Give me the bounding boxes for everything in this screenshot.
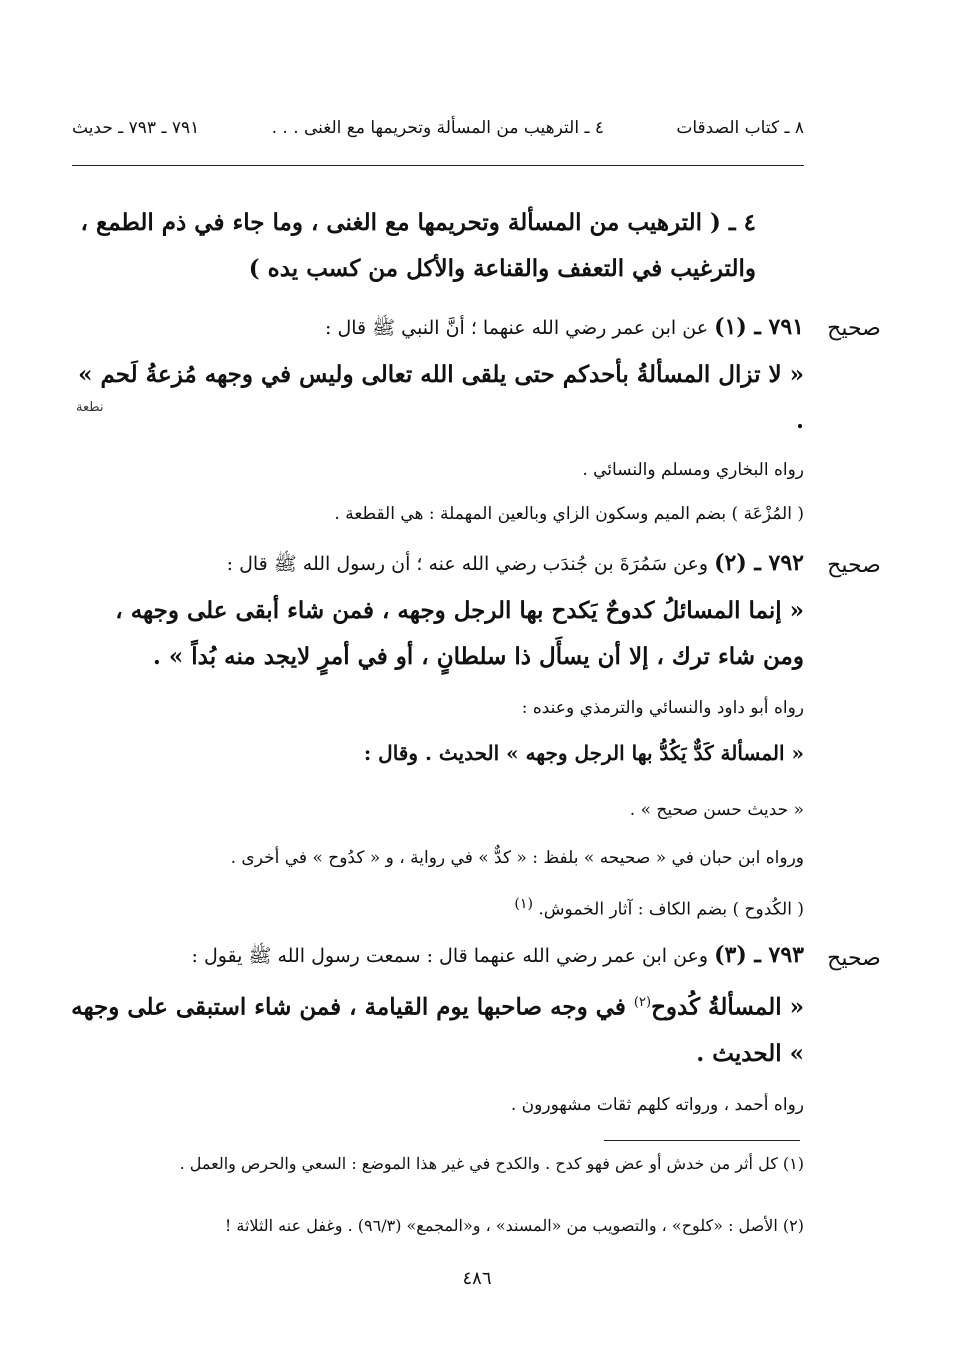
footnote-2: (٢) الأصل : «كلوح» ، والتصويب من «المسند» ، و«المجمع» (٩٦/٣) . وغفل عنه الثلاثة ! bbox=[224, 1216, 804, 1235]
hadith-791-intro-text: عن ابن عمر رضي الله عنهما ؛ أنَّ النبي ﷺ قال : bbox=[325, 317, 709, 339]
grade-label-792: صحيح bbox=[827, 553, 881, 578]
hadith-791-matn: « لا تزال المسألةُ بأحدكم حتى يلقى الله تعالى وليس في وجهه مُزعةُ لَحم » . bbox=[78, 361, 804, 434]
hadith-792-intro-text: وعن سَمُرَةَ بن جُندَب رضي الله عنه ؛ أن رسول الله ﷺ قال : bbox=[226, 553, 709, 575]
hadith-793-intro bbox=[70, 940, 804, 971]
header-hadith-range: ٧٩١ ـ ٧٩٣ ـ حديث bbox=[72, 118, 200, 138]
hadith-792-tirmidhi-grade: « حديث حسن صحيح » . bbox=[629, 800, 804, 820]
header-rule bbox=[72, 165, 804, 166]
hadith-793-matn-part-b: في وجه صاحبها يوم القيامة ، فمن شاء استبقى على وجهه » الحديث . bbox=[71, 993, 804, 1067]
grade-label-791: صحيح bbox=[827, 316, 881, 341]
grade-label-793: صحيح bbox=[827, 946, 881, 971]
margin-handwritten-note: نطعة bbox=[76, 400, 104, 415]
running-header bbox=[72, 118, 804, 148]
hadith-791-number: ٧٩١ ـ (١) bbox=[714, 314, 804, 340]
hadith-793-matn bbox=[70, 980, 804, 1077]
hadith-791-gloss: ( المُزْعَة ) بضم الميم وسكون الزاي وبالعين المهملة : هي القطعة . bbox=[334, 504, 804, 524]
hadith-792-gloss-text: ( الكُدوح ) بضم الكاف : آثار الخموش. bbox=[538, 899, 804, 920]
footnote-rule bbox=[604, 1140, 800, 1141]
footnote-ref-2: (٢) bbox=[633, 995, 652, 1010]
section-title: ٤ ـ ( الترهيب من المسألة وتحريمها مع الغنى ، وما جاء في ذم الطمع ، والترغيب في التعفف والقناعة والأكل من كسب يده ) bbox=[80, 209, 756, 282]
hadith-792-gloss bbox=[70, 889, 804, 925]
hadith-793-matn-part-a: « المسألةُ كُدوح bbox=[651, 993, 804, 1021]
hadith-791-intro bbox=[70, 312, 804, 343]
hadith-791-source: رواه البخاري ومسلم والنسائي . bbox=[582, 460, 804, 480]
hadith-792-number: ٧٩٢ ـ (٢) bbox=[714, 550, 804, 576]
hadith-793-source: رواه أحمد ، ورواته كلهم ثقات مشهورون . bbox=[510, 1095, 804, 1115]
hadith-792-source: رواه أبو داود والنسائي والترمذي وعنده : bbox=[521, 698, 804, 718]
header-chapter: ٨ ـ كتاب الصدقات bbox=[676, 118, 804, 138]
page-number: ٤٨٦ bbox=[462, 1268, 492, 1289]
footnote-1: (١) كل أثر من خدش أو عض فهو كدح . والكدح في غير هذا الموضع : السعي والحرص والعمل . bbox=[179, 1154, 804, 1173]
hadith-793-number: ٧٩٣ ـ (٣) bbox=[714, 942, 804, 968]
hadith-792-ibn-hibban: ورواه ابن حبان في « صحيحه » بلفظ : « كدٌّ » في رواية ، و « كدُوح » في أخرى . bbox=[230, 848, 804, 868]
hadith-792-matn: « إنما المسائلُ كدوحٌ يَكدح بها الرجل وجهه ، فمن شاء أبقى على وجهه ، ومن شاء ترك ، إلا أن يسأَل ذا سلطانٍ ، أو في أمرٍ لايجد منه بُداً » . bbox=[115, 597, 804, 670]
hadith-793-intro-text: وعن ابن عمر رضي الله عنهما قال : سمعت رسول الله ﷺ يقول : bbox=[191, 945, 709, 967]
hadith-792-intro bbox=[70, 548, 804, 579]
footnote-ref-1: (١) bbox=[514, 896, 533, 912]
hadith-792-variant: « المسألة كَدٌّ يَكُدُّ بها الرجل وجهه » الحديث . وقال : bbox=[363, 741, 804, 765]
header-section: ٤ ـ الترهيب من المسألة وتحريمها مع الغنى . . . bbox=[271, 118, 604, 138]
